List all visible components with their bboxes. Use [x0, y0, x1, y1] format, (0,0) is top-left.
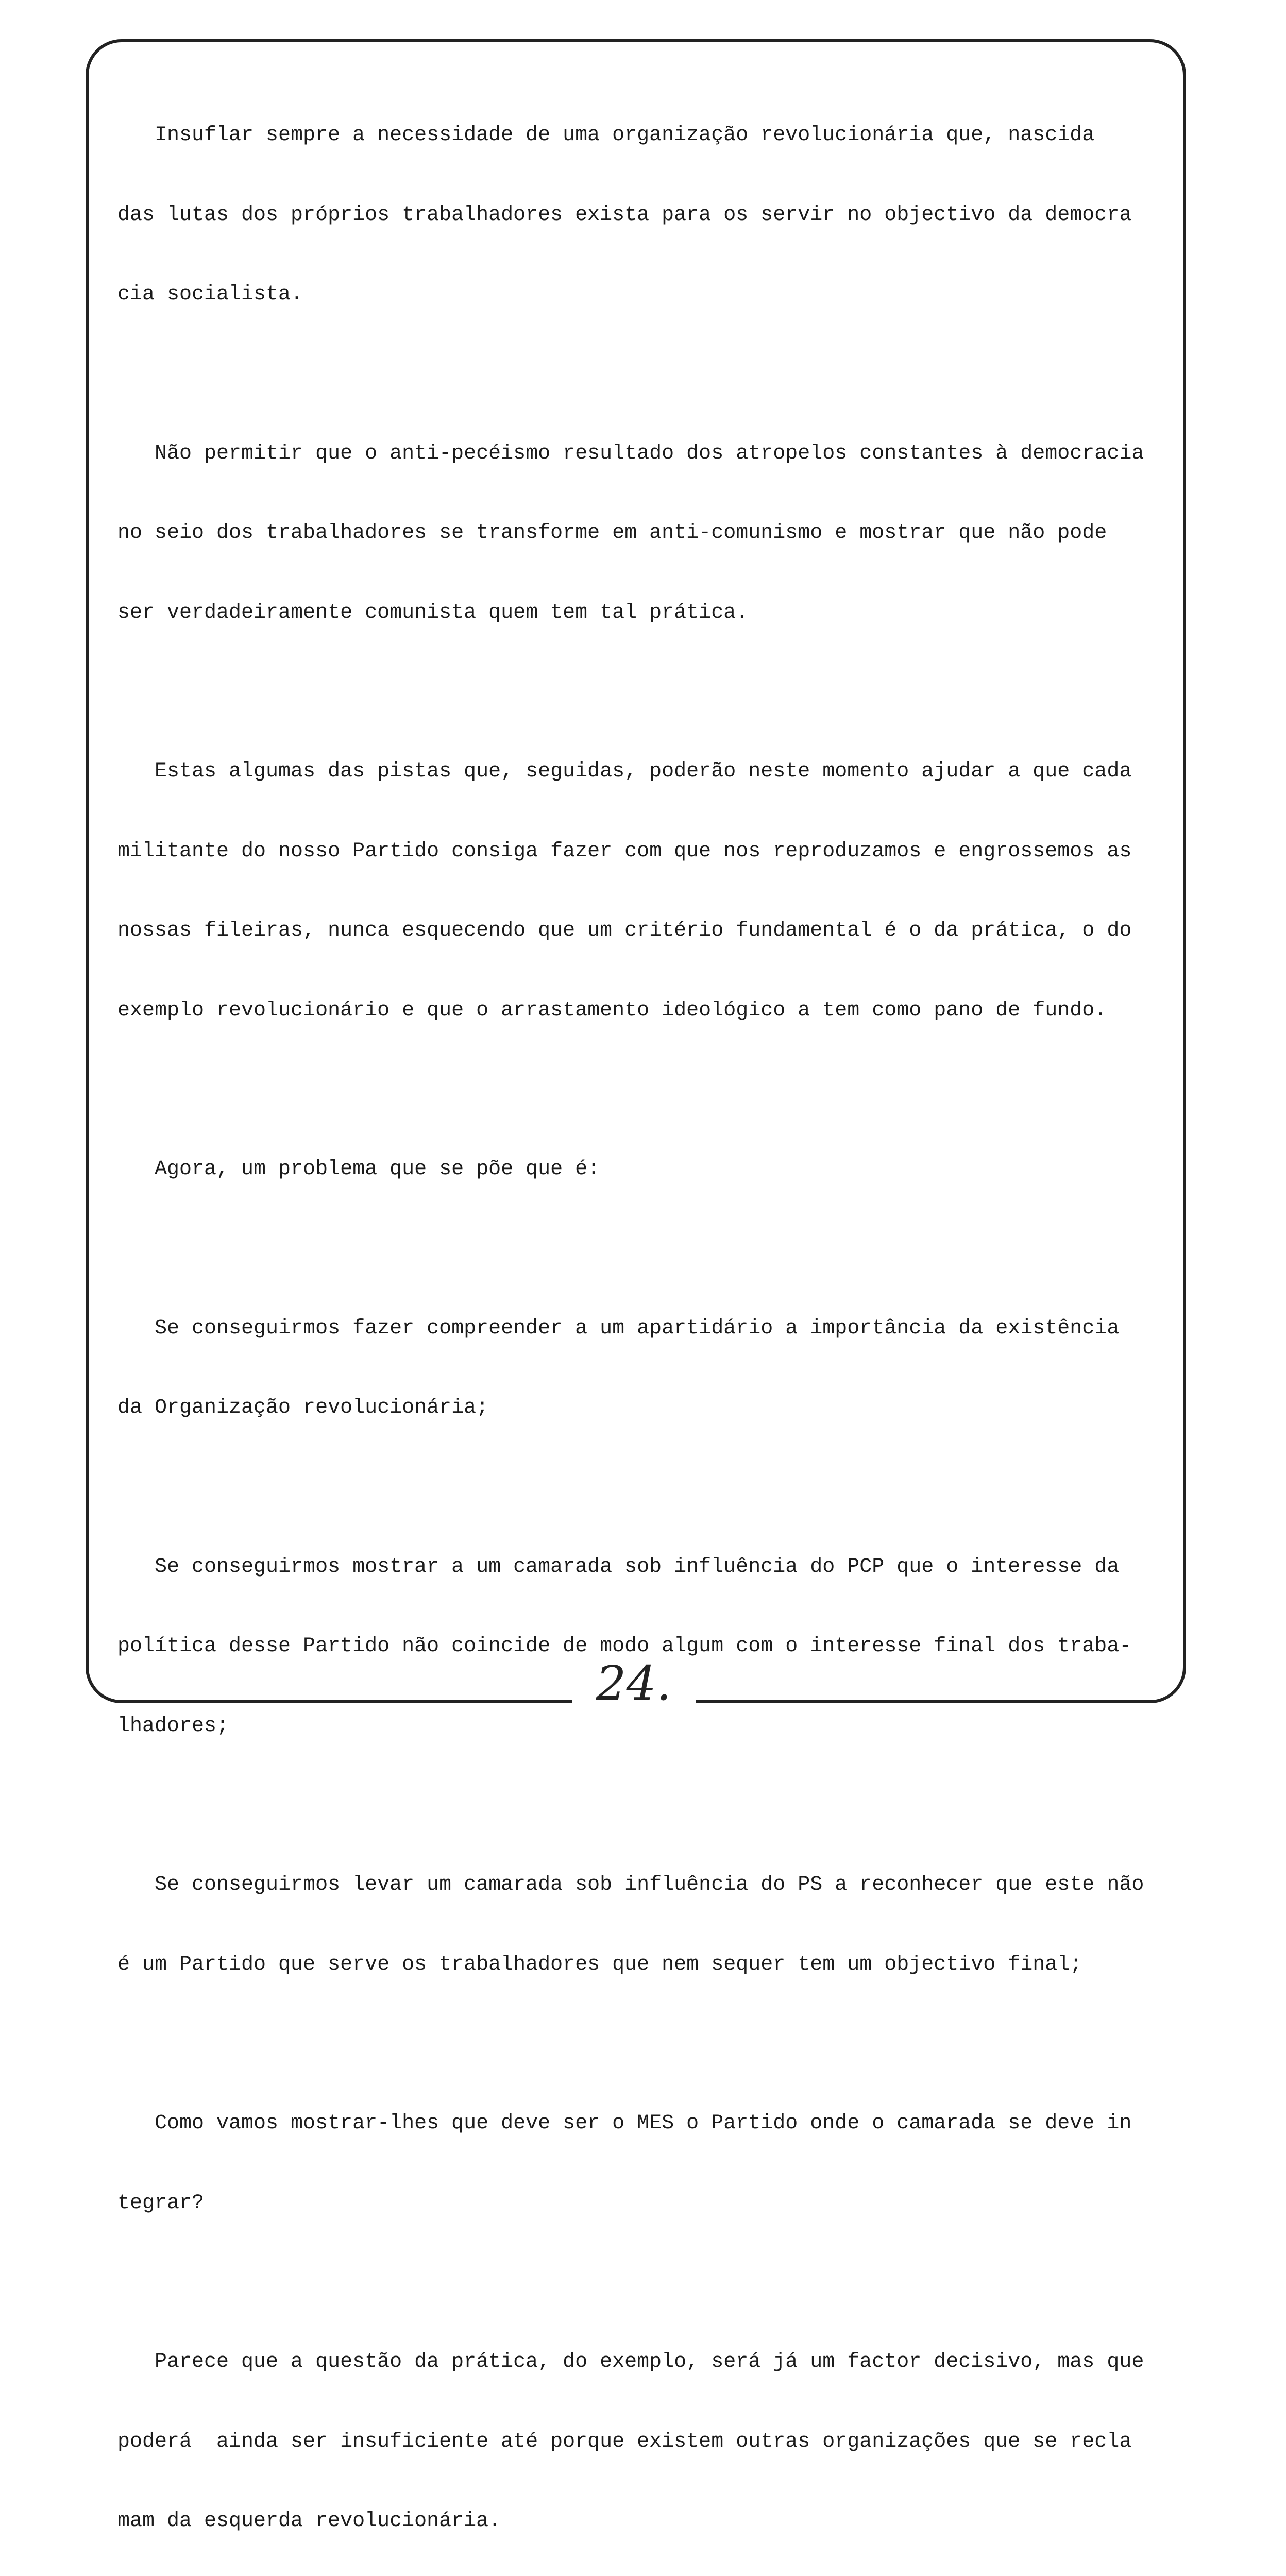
text-line: é um Partido que serve os trabalhadores que nem sequer tem um objectivo final;	[117, 1953, 1082, 1976]
text-line: cia socialista.	[117, 283, 303, 306]
paragraph-7	[117, 1819, 1179, 2031]
text-line: nossas fileiras, nunca esquecendo que um critério fundamental é o da prática, o do	[117, 919, 1132, 942]
text-line: Como vamos mostrar-lhes que deve ser o MES o Partido onde o camarada se deve in	[117, 2112, 1132, 2135]
text-line: Se conseguirmos levar um camarada sob influência do PS a reconhecer que este não	[117, 1873, 1144, 1896]
text-line: exemplo revolucionário e que o arrastamento ideológico a tem como pano de fundo.	[117, 998, 1107, 1022]
text-line: tegrar?	[117, 2191, 205, 2215]
text-line: no seio dos trabalhadores se transforme em anti-comunismo e mostrar que não pode	[117, 521, 1107, 545]
paragraph-9	[117, 2296, 1179, 2576]
paragraph-3	[117, 705, 1179, 1077]
text-line: Parece que a questão da prática, do exemplo, será já um factor decisivo, mas que	[117, 2350, 1144, 2374]
paragraph-5	[117, 1262, 1179, 1475]
text-line: política desse Partido não coincide de modo algum com o interesse final dos traba-	[117, 1635, 1132, 1658]
text-line: Insuflar sempre a necessidade de uma organização revolucionária que, nascida	[117, 124, 1095, 147]
paragraph-2	[117, 387, 1179, 680]
page-number: 24.	[596, 1656, 672, 1711]
paragraph-1	[117, 69, 1179, 361]
paragraph-4	[117, 1103, 1179, 1236]
text-line: das lutas dos próprios trabalhadores exista para os servir no objectivo da democra	[117, 203, 1132, 227]
text-line: poderá ainda ser insuficiente até porque existem outras organizações que se recla	[117, 2430, 1132, 2453]
text-line: Se conseguirmos mostrar a um camarada sob influência do PCP que o interesse da	[117, 1555, 1120, 1579]
text-line: Agora, um problema que se põe que é:	[117, 1158, 600, 1181]
text-line: ser verdadeiramente comunista quem tem tal prática.	[117, 601, 749, 624]
text-line: Se conseguirmos fazer compreender a um apartidário a importância da existência	[117, 1316, 1120, 1340]
text-line: mam da esquerda revolucionária.	[117, 2510, 501, 2533]
paragraph-8	[117, 2057, 1179, 2269]
text-line: Não permitir que o anti-pecéismo resultado dos atropelos constantes à democracia	[117, 442, 1144, 465]
text-line: Estas algumas das pistas que, seguidas, poderão neste momento ajudar a que cada	[117, 760, 1132, 783]
paragraph-6	[117, 1501, 1179, 1793]
text-line: da Organização revolucionária;	[117, 1396, 489, 1419]
text-line: lhadores;	[117, 1714, 229, 1738]
document-body	[117, 69, 1179, 2576]
text-line: militante do nosso Partido consiga fazer com que nos reproduzamos e engrossemos as	[117, 839, 1132, 863]
